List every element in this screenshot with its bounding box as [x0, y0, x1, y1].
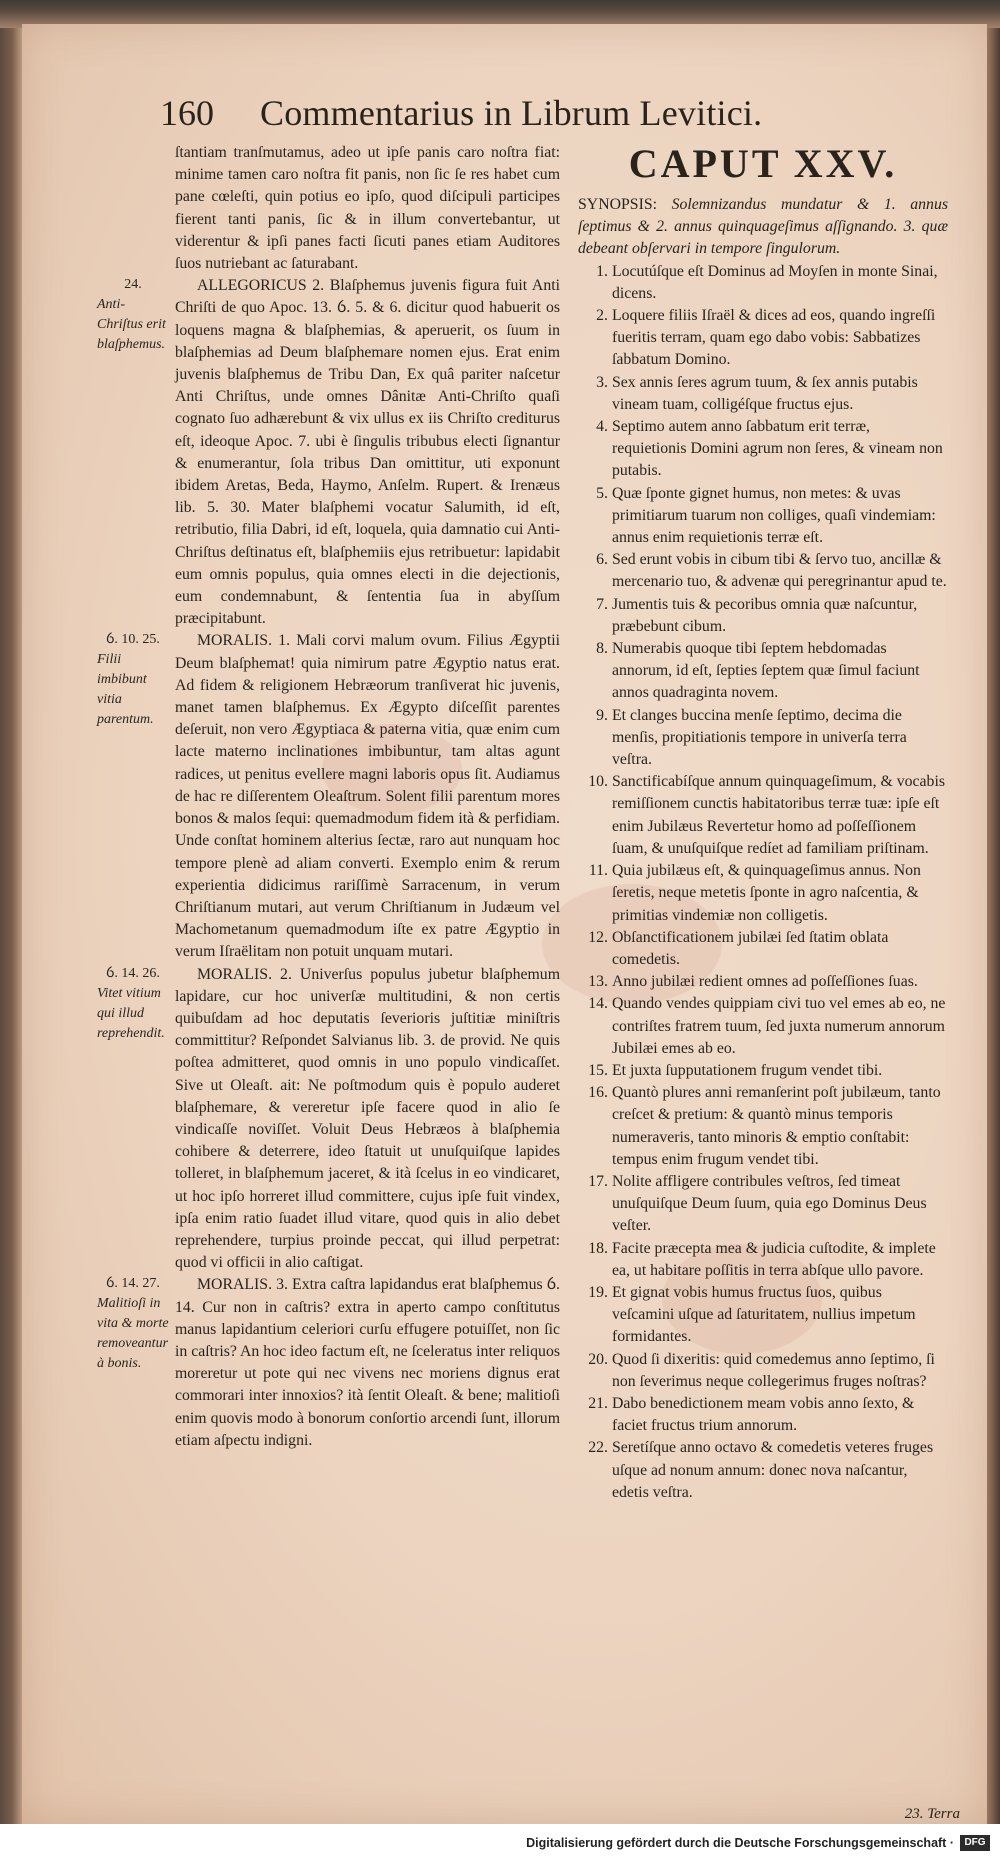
verse-number: 16. [588, 1084, 608, 1102]
verse-text: Dabo benedictionem meam vobis anno ſexto, & faciet fructus trium annorum. [612, 1394, 915, 1435]
verse-text: Sed erunt vobis in cibum tibi & ſervo tuo, ancillæ & mercenario tuo, & advenæ qui peregrinantur apud te. [612, 551, 947, 591]
verse [578, 1282, 948, 1349]
verse-text: Obſanctificationem jubilæi ſed ſtatim oblata comedetis. [612, 928, 889, 968]
margin-note-text: Vitet vitium qui illud reprehendit. [97, 985, 165, 1041]
verse-number: 8. [596, 640, 608, 658]
verse [578, 549, 948, 593]
catchword: 23. Terra [904, 1806, 960, 1822]
digitization-footer [0, 1824, 1000, 1861]
verse [578, 416, 948, 483]
verse-number: 20. [588, 1350, 608, 1368]
verse-number: 7. [596, 595, 608, 613]
verse [578, 1238, 948, 1282]
margin-note [97, 275, 169, 355]
verse-number: 10. [588, 773, 608, 791]
commentary-paragraph: MORALIS. 3. Extra caſtra lapidandus erat blaſphemus ỽ. 14. Cur non in caſtris? extra in aperto campo conſtitutus manus lapidantium celeriori curſu effugere potuiſſet, non ſic in caſtris? An hoc ideo factum eſt, ne ſceleratus inter reliquos moreretur ut pote qui nec vivens nec moriens dignus erat commorari inter innoxios? ità ſentit Oleaſt. & bene; malitioſi enim quovis modo à bonorum conſortio arcendi ſunt, illorum etiam aſpectu indigni. [175, 1276, 560, 1449]
verse-text: Et clanges buccina menſe ſeptimo, decima die menſis, propitiationis tempore in univerſa terra veſtra. [612, 706, 907, 769]
margin-note [97, 1274, 169, 1374]
verse [578, 261, 948, 305]
commentary-section [175, 142, 560, 275]
margin-note [97, 964, 169, 1044]
running-title: Commentarius in Librum Levitici. [260, 93, 763, 133]
margin-verse-ref: ỽ. 10. 25. [106, 632, 160, 648]
verse [578, 1060, 948, 1082]
verse-text: Et gignat vobis humus fructus ſuos, quibus veſcamini uſque ad ſaturitatem, nullius impetum formidantes. [612, 1283, 916, 1346]
verse-text: Quia jubilæus eſt, & quinquageſimus annus. Non ſeretis, neque metetis ſponte in agro naſcentia, & primitias vindemiæ non colligetis. [612, 862, 921, 924]
verse [578, 1082, 948, 1171]
verse-number: 14. [588, 995, 608, 1013]
verse [578, 705, 948, 772]
verse-number: 18. [588, 1239, 608, 1257]
footer-credit: Digitalisierung gefördert durch die Deutsche Forschungsgemeinschaft · [526, 1835, 954, 1850]
verse [578, 638, 948, 705]
margin-note [97, 630, 169, 730]
margin-verse-ref: ỽ. 14. 26. [106, 965, 160, 981]
chapter-heading: CAPUT XXV. [628, 141, 898, 186]
verse-text: Sanctificabíſque annum quinquageſimum, & vocabis remiſſionem cunctis habitatoribus terræ tuæ: ipſe eſt enim Jubilæus Revertetur homo ad poſſeſſionem ſuam, & unuſquiſque redíet ad familiam priſtinam. [612, 773, 945, 857]
verse-number: 6. [596, 551, 608, 569]
verse-text: Nolite affligere contribules veſtros, ſed timeat unuſquiſque Deum ſuum, quia ego Dominus Deus veſter. [612, 1172, 927, 1235]
synopsis [578, 194, 948, 261]
verse [578, 1393, 948, 1437]
margin-verse-ref: 24. [124, 277, 142, 293]
verse-text: Sex annis ſeres agrum tuum, & ſex annis putabis vineam tuam, colligéſque fructus ejus. [612, 373, 918, 413]
verse [578, 594, 948, 638]
verse [578, 1437, 948, 1504]
verse-text: Numerabis quoque tibi ſeptem hebdomadas annorum, id eſt, ſepties ſeptem quæ ſimul faciunt annos quadraginta novem. [612, 640, 920, 702]
commentary-section [97, 275, 560, 630]
verse-text: Anno jubilæi redient omnes ad poſſeſſiones ſuas. [612, 973, 918, 991]
verse-number: 11. [588, 862, 608, 880]
verse-number: 3. [596, 373, 608, 391]
verse [578, 1171, 948, 1238]
verse-text: Locutúſque eſt Dominus ad Moyſen in monte Sinai, dicens. [612, 262, 938, 302]
verse [578, 771, 948, 860]
verse-list [578, 261, 948, 1504]
commentary-paragraph: MORALIS. 1. Mali corvi malum ovum. Filius Ægyptii Deum blaſphemat! quia nimirum patre Ægyptio natus erat. Ad fidem & religionem Hebræorum tranſiverat hic juvenis, manet tamen blaſphemus. Ex Ægypto diſceſſit parentes deſeruit, non vero Ægyptiaca & paterna vitia, quæ enim cum lacte materno inclinationes imbibuntur, tam altas agunt radices, ut penitus evellere magni laboris opus ſit. Audiamus de hac re diſſerentem Oleaſtrum. Solent filii parentum mores bonos & malos ſequi: quemadmodum fidem ità & perfidiam. Unde conſtat hominem alterius ſectæ, raro aut nunquam hoc tempore plenè ad aliam converti. Exemplo enim & rerum experientia didicimus rariſſimè Sarracenum, in verum Chriſtianum mutari, aut verum Chriſtianum in Judæum vel Machometanum quemadmodum iſte ex patre Ægyptio in verum Iſraëlitam non potuit unquam mutari. [175, 632, 560, 961]
verse-text: Quantò plures anni remanſerint poſt jubilæum, tanto creſcet & pretium: & quantò minus temporis numeraveris, tanto minoris & emptio conſtabit: tempus enim frugum vendet tibi. [612, 1084, 941, 1168]
verse [578, 305, 948, 372]
commentary-paragraph: ſtantiam tranſmutamus, adeo ut ipſe panis caro noſtra fiat: minime tamen caro noſtra fit panis, non ſic ſe res habet cum pane cœleſti, quin potius eo ipſo, quod diſcipuli participes fierent tanti panis, ſic & in illum convertebantur, ut viderentur & ipſi panes facti ſicuti panes etiam Auditores ſuos nutriebant ac ſaturabant. [175, 144, 560, 273]
verse [578, 927, 948, 971]
verse [578, 1349, 948, 1393]
commentary-section [97, 630, 560, 963]
verse-text: Jumentis tuis & pecoribus omnia quæ naſcuntur, præbebunt cibum. [612, 595, 918, 635]
verse-number: 19. [588, 1283, 608, 1301]
verse-number: 22. [588, 1439, 608, 1457]
margin-note-text: Malitioſi in vita & morte removeantur à bonis. [97, 1296, 169, 1372]
verse-text: Loquere filiis Iſraël & dices ad eos, quando ingreſſi fueritis terram, quam ego dabo vobis: Sabbatizes ſabbatum Domino. [612, 307, 936, 369]
verse-text: Quæ ſponte gignet humus, non metes: & uvas primitiarum tuarum non colliges, quaſi vindemiam: annus enim requietionis terræ eſt. [612, 484, 936, 547]
verse-number: 13. [588, 973, 608, 991]
left-column [97, 142, 560, 1452]
synopsis-text: Solemnizandus mundatur & 1. annus ſeptimus & 2. annus quinquageſimus aſſignando. 3. quæ debeant obſervari in tempore ſingulorum. [578, 196, 948, 258]
margin-note-text: Anti-Chriſtus erit blaſphemus. [97, 297, 166, 353]
verse-number: 15. [588, 1061, 608, 1079]
verse-number: 9. [596, 706, 608, 724]
verse [578, 860, 948, 927]
commentary-section [97, 1274, 560, 1452]
commentary-section [97, 964, 560, 1275]
verse-text: Seretíſque anno octavo & comedetis veteres fruges uſque ad nonum annum: donec nova naſcantur, edetis veſtra. [612, 1439, 934, 1501]
verse-number: 4. [596, 418, 608, 436]
verse [578, 971, 948, 993]
verse-number: 21. [588, 1394, 608, 1412]
verse-number: 1. [596, 262, 608, 280]
dfg-logo: DFG [960, 1835, 990, 1851]
verse-number: 2. [596, 307, 608, 325]
page-number: 160 [160, 93, 214, 133]
verse-text: Facite præcepta mea & judicia cuſtodite, & implete ea, ut habitare poſſitis in terra abſque ullo pavore. [612, 1239, 936, 1279]
verse-text: Quando vendes quippiam civi tuo vel emes ab eo, ne contriſtes fratrem tuum, ſed juxta numerum annorum Jubilæi emes ab eo. [612, 995, 946, 1057]
commentary-paragraph: MORALIS. 2. Univerſus populus jubetur blaſphemum lapidare, cur hoc univerſæ multitudini, & non certis quibuſdam ad hoc deputatis ſeverioris juſtitiæ miniſtris committitur? Reſpondet Salvianus lib. 3. de provid. Ne quis poſtea admitteret, quod omnis in uno populo vindicaſſet. Sive ut Oleaſt. ait: Ne poſtmodum quis è populo auderet blaſphemare, & vereretur ipſe facere quod in alio ſe vindicaſſe noviſſet. Voluit Deus Hebræos à blaſphemia cohibere & deterrere, ideo ſtatuit ut unuſquiſque lapides tolleret, in blaſphemum jaceret, & ità ſcelus in eo vindicaret, ut hoc ipſo horreret illud committere, cujus ipſe fuit vindex, ipſa enim ratio ſuadet illud vitare, quod quis in alio debet reprehendere, turpius proinde peccat, qui illud perpetrat: quod vi officii in alio caſtigat. [175, 965, 560, 1272]
verse-number: 12. [588, 928, 608, 946]
commentary-paragraph: ALLEGORICUS 2. Blaſphemus juvenis figura fuit Anti Chriſti de quo Apoc. 13. ỽ. 5. & 6. dicitur quod habuerit os loquens magna & blaſphemias, & aperuerit, os ſuum in blaſphemias ad Deum blaſphemare nomen ejus. Erat enim juvenis blaſphemus de Tribu Dan, Ex quâ pariter naſcetur Anti Chriſtus, unde omnes Dânitæ Anti-Chriſto quaſi cognato ſuo adhærebunt & vix ullus ex iis Chriſto crediturus eſt, ideoque Apoc. 7. ubi è ſingulis tribubus electi ſignantur & enumerantur, ſola tribus Dan omittitur, uti exponunt ibidem Aretas, Beda, Haymo, Anſelm. Rupert. & Irenæus lib. 5. 30. Mater blaſphemi vocatur Salumith, id eſt, retributio, filia Dabri, id eſt, loquela, quia damnatio cui Anti-Chriſtus deſtinatus eſt, blaſphemiis ejus retribuetur: lapidabit eum omnis populus, quia omnes electi in die dejectionis, eum condemnabunt, & ſententia ſua in abyſſum præcipitabunt. [175, 277, 560, 628]
right-column [578, 142, 948, 1504]
synopsis-label: SYNOPSIS: [578, 196, 658, 213]
verse [578, 483, 948, 550]
verse-number: 17. [588, 1172, 608, 1190]
page-header [160, 92, 860, 134]
verse-number: 5. [596, 484, 608, 502]
verse-text: Septimo autem anno ſabbatum erit terræ, requietionis Domini agrum non ſeres, & vineam non putabis. [612, 418, 943, 480]
verse [578, 993, 948, 1060]
verse [578, 372, 948, 416]
verse-text: Quod ſi dixeritis: quid comedemus anno ſeptimo, ſi non ſeverimus neque collegerimus fruges noſtras? [612, 1350, 935, 1390]
margin-verse-ref: ỽ. 14. 27. [106, 1276, 160, 1292]
verse-text: Et juxta ſupputationem frugum vendet tibi. [612, 1061, 883, 1079]
margin-note-text: Filii imbibunt vitia parentum. [97, 652, 154, 728]
